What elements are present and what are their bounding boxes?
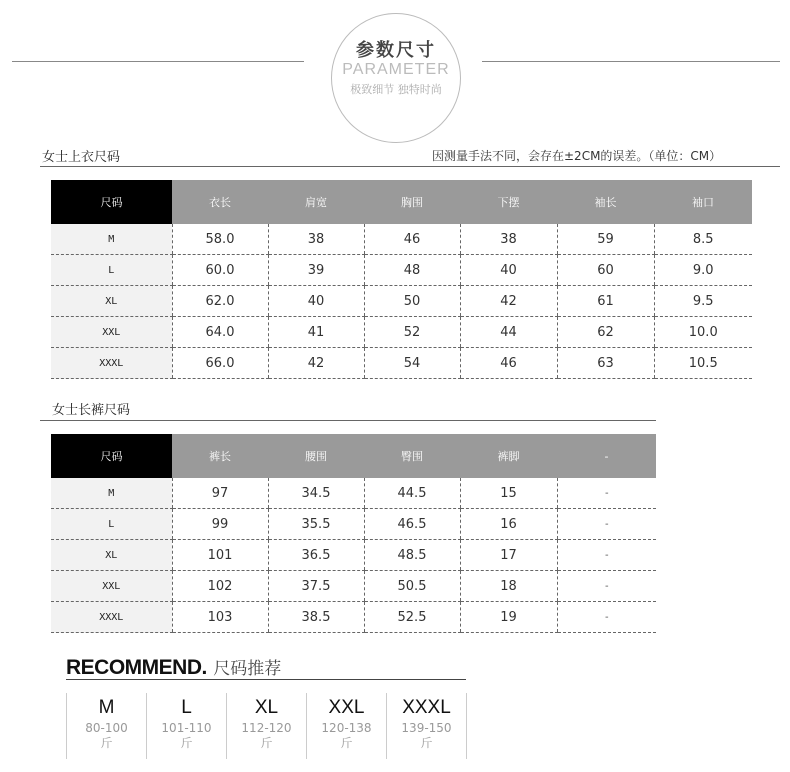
value-cell: 52.5 bbox=[364, 602, 460, 633]
table-row bbox=[51, 317, 752, 348]
value-cell: 10.5 bbox=[654, 348, 752, 379]
value-cell: 34.5 bbox=[268, 478, 364, 509]
value-cell: - bbox=[557, 602, 656, 633]
value-cell: - bbox=[557, 571, 656, 602]
header-divider-right bbox=[482, 61, 780, 62]
table-row bbox=[51, 348, 752, 379]
recommend-item bbox=[226, 693, 306, 759]
value-cell: 66.0 bbox=[172, 348, 268, 379]
column-header: 袖口 bbox=[654, 180, 752, 224]
value-cell: 10.0 bbox=[654, 317, 752, 348]
value-cell: 48.5 bbox=[364, 540, 460, 571]
value-cell: 59 bbox=[557, 224, 654, 255]
recommend-unit: 斤 bbox=[180, 736, 193, 750]
bottom-section-line bbox=[40, 420, 656, 421]
column-header: 肩宽 bbox=[268, 180, 364, 224]
value-cell: 42 bbox=[460, 286, 557, 317]
value-cell: 62.0 bbox=[172, 286, 268, 317]
bottom-size-table bbox=[51, 434, 656, 633]
value-cell: 99 bbox=[172, 509, 268, 540]
recommend-list bbox=[66, 693, 467, 759]
value-cell: 16 bbox=[460, 509, 557, 540]
recommend-item bbox=[66, 693, 146, 759]
top-size-table bbox=[51, 180, 752, 379]
top-section-line bbox=[40, 166, 780, 167]
value-cell: 50.5 bbox=[364, 571, 460, 602]
table-row bbox=[51, 602, 656, 633]
value-cell: 102 bbox=[172, 571, 268, 602]
value-cell: 48 bbox=[364, 255, 460, 286]
value-cell: 44 bbox=[460, 317, 557, 348]
recommend-size: M bbox=[98, 697, 115, 718]
size-cell: XXL bbox=[51, 571, 172, 602]
value-cell: 103 bbox=[172, 602, 268, 633]
table-header-row bbox=[51, 180, 752, 224]
recommend-item bbox=[306, 693, 386, 759]
table-row bbox=[51, 286, 752, 317]
size-cell: XL bbox=[51, 540, 172, 571]
column-header: 衣长 bbox=[172, 180, 268, 224]
value-cell: 97 bbox=[172, 478, 268, 509]
recommend-title-cn: 尺码推荐 bbox=[213, 659, 282, 679]
value-cell: - bbox=[557, 509, 656, 540]
size-cell: XXXL bbox=[51, 348, 172, 379]
value-cell: 9.5 bbox=[654, 286, 752, 317]
badge-subtitle: 极致细节 独特时尚 bbox=[350, 83, 442, 96]
column-header: 裤长 bbox=[172, 434, 268, 478]
recommend-weight: 101-110 bbox=[161, 721, 212, 735]
table-row bbox=[51, 509, 656, 540]
column-header: 尺码 bbox=[51, 180, 172, 224]
recommend-weight: 112-120 bbox=[241, 721, 292, 735]
recommend-unit: 斤 bbox=[420, 736, 433, 750]
column-header: 裤脚 bbox=[460, 434, 557, 478]
value-cell: 62 bbox=[557, 317, 654, 348]
value-cell: 40 bbox=[460, 255, 557, 286]
size-cell: XL bbox=[51, 286, 172, 317]
value-cell: 60 bbox=[557, 255, 654, 286]
value-cell: 17 bbox=[460, 540, 557, 571]
value-cell: 46 bbox=[364, 224, 460, 255]
recommend-item bbox=[146, 693, 226, 759]
table-row bbox=[51, 255, 752, 286]
column-header: 尺码 bbox=[51, 434, 172, 478]
recommend-size: L bbox=[181, 697, 192, 718]
size-cell: M bbox=[51, 224, 172, 255]
value-cell: 54 bbox=[364, 348, 460, 379]
value-cell: 101 bbox=[172, 540, 268, 571]
size-cell: XXXL bbox=[51, 602, 172, 633]
bottom-section-title: 女士长裤尺码 bbox=[52, 403, 131, 418]
value-cell: 61 bbox=[557, 286, 654, 317]
value-cell: 38 bbox=[460, 224, 557, 255]
table-header-row bbox=[51, 434, 656, 478]
recommend-unit: 斤 bbox=[100, 736, 113, 750]
badge-title-en: PARAMETER bbox=[342, 61, 450, 78]
value-cell: 42 bbox=[268, 348, 364, 379]
value-cell: 8.5 bbox=[654, 224, 752, 255]
recommend-size: XL bbox=[254, 697, 279, 718]
value-cell: - bbox=[557, 478, 656, 509]
size-cell: M bbox=[51, 478, 172, 509]
value-cell: 50 bbox=[364, 286, 460, 317]
value-cell: 40 bbox=[268, 286, 364, 317]
recommend-weight: 139-150 bbox=[401, 721, 452, 735]
table-row bbox=[51, 224, 752, 255]
table-row bbox=[51, 478, 656, 509]
recommend-weight: 80-100 bbox=[85, 721, 128, 735]
recommend-unit: 斤 bbox=[340, 736, 353, 750]
value-cell: - bbox=[557, 540, 656, 571]
value-cell: 18 bbox=[460, 571, 557, 602]
value-cell: 39 bbox=[268, 255, 364, 286]
recommend-weight: 120-138 bbox=[321, 721, 372, 735]
recommend-divider bbox=[66, 679, 466, 680]
recommend-item bbox=[386, 693, 467, 759]
column-header: - bbox=[557, 434, 656, 478]
column-header: 下摆 bbox=[460, 180, 557, 224]
value-cell: 35.5 bbox=[268, 509, 364, 540]
value-cell: 60.0 bbox=[172, 255, 268, 286]
value-cell: 19 bbox=[460, 602, 557, 633]
value-cell: 36.5 bbox=[268, 540, 364, 571]
header-divider-left bbox=[12, 61, 304, 62]
value-cell: 38 bbox=[268, 224, 364, 255]
value-cell: 38.5 bbox=[268, 602, 364, 633]
value-cell: 63 bbox=[557, 348, 654, 379]
recommend-size: XXXL bbox=[402, 697, 451, 718]
parameter-badge bbox=[331, 13, 461, 143]
size-cell: L bbox=[51, 255, 172, 286]
recommend-size: XXL bbox=[328, 697, 365, 718]
value-cell: 41 bbox=[268, 317, 364, 348]
value-cell: 15 bbox=[460, 478, 557, 509]
measurement-note: 因测量手法不同，会存在±2CM的误差。（单位：CM） bbox=[432, 149, 722, 163]
badge-title: 参数尺寸 bbox=[356, 40, 436, 61]
value-cell: 9.0 bbox=[654, 255, 752, 286]
top-section-title: 女士上衣尺码 bbox=[42, 150, 121, 165]
value-cell: 44.5 bbox=[364, 478, 460, 509]
value-cell: 46.5 bbox=[364, 509, 460, 540]
table-row bbox=[51, 540, 656, 571]
table-row bbox=[51, 571, 656, 602]
column-header: 臀围 bbox=[364, 434, 460, 478]
size-cell: L bbox=[51, 509, 172, 540]
value-cell: 64.0 bbox=[172, 317, 268, 348]
value-cell: 52 bbox=[364, 317, 460, 348]
recommend-title-en: RECOMMEND. bbox=[66, 656, 207, 679]
column-header: 腰围 bbox=[268, 434, 364, 478]
value-cell: 37.5 bbox=[268, 571, 364, 602]
value-cell: 46 bbox=[460, 348, 557, 379]
recommend-unit: 斤 bbox=[260, 736, 273, 750]
column-header: 胸围 bbox=[364, 180, 460, 224]
value-cell: 58.0 bbox=[172, 224, 268, 255]
recommend-title bbox=[66, 654, 281, 680]
column-header: 袖长 bbox=[557, 180, 654, 224]
size-cell: XXL bbox=[51, 317, 172, 348]
